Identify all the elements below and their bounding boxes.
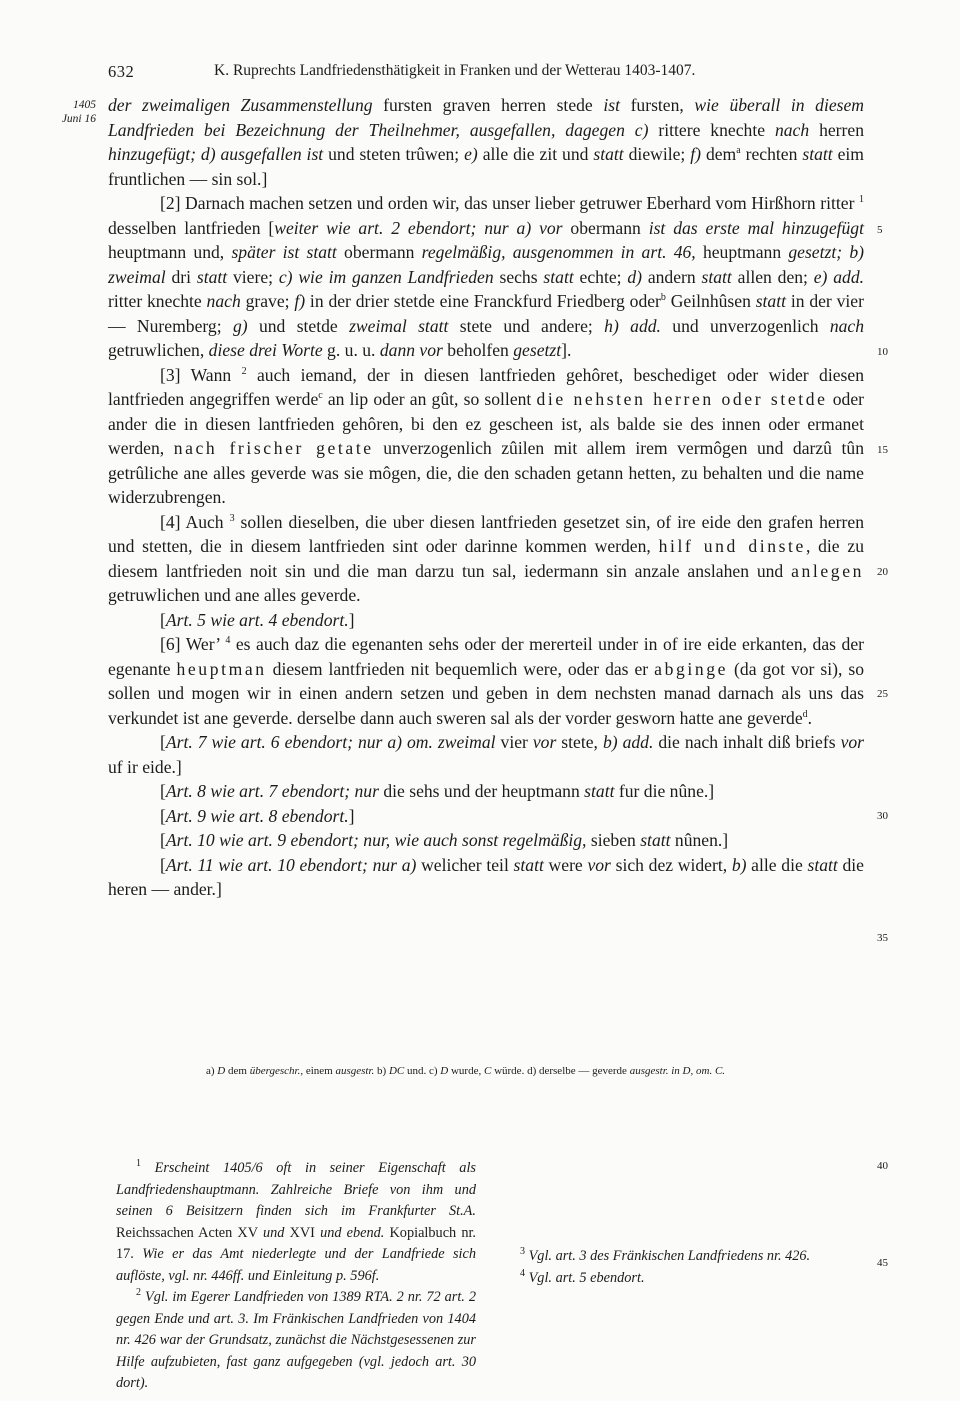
text-run: und xyxy=(262,1224,285,1241)
text-run: [ xyxy=(160,854,166,875)
text-run: alle die xyxy=(746,854,808,875)
text-run: statt xyxy=(640,830,671,850)
text-run: und unverzogenlich xyxy=(660,315,830,336)
text-run: grave; xyxy=(240,291,295,311)
paragraph-4 xyxy=(108,510,864,608)
spaced-text: anlegen xyxy=(791,560,864,581)
paragraph-2 xyxy=(108,191,864,363)
text-run: [ xyxy=(160,781,166,801)
footnote-2 xyxy=(116,1287,476,1395)
text-run: die nach inhalt diß briefs xyxy=(653,732,841,752)
text-run: Kopialbuch nr. 17. xyxy=(116,1224,477,1262)
margin-date xyxy=(54,98,96,126)
text-run: Vgl. art. 3 des Fränkischen Landfriedens nr. 426. xyxy=(525,1248,811,1264)
text-run: , einem xyxy=(300,1065,336,1077)
text-run: XVI xyxy=(284,1224,321,1241)
text-run: Vgl. art. 5 ebendort. xyxy=(525,1269,645,1286)
text-run: f) xyxy=(690,144,701,164)
line-number: 15 xyxy=(877,444,888,456)
paragraph-10 xyxy=(108,828,864,853)
text-run: allen den; xyxy=(731,266,814,287)
line-number: 45 xyxy=(877,1257,888,1269)
text-run: uf ir eide.] xyxy=(108,756,182,777)
text-run: auch iemand, der in diesen lantfrieden gehôret, beschediget oder wider diesen lantfrieden angegriffen werde xyxy=(108,364,864,409)
text-run: sieben xyxy=(586,830,641,850)
text-run: Vgl. im Egerer Landfrieden von 1389 RTA. 2 nr. 72 art. 2 gegen Ende und art. 3. Im Fränkischen Landfrieden von 1404 nr. 426 war der Grundsatz, zunächst die Nächstgesessenen zur Hilfe aufzubieten, fast ganz aufgegeben (vgl. jedoch art. 30 dort). xyxy=(116,1289,476,1391)
text-run: wie überall in diesem Landfrieden bei Bezeichnung der Theilnehmer, ausgefallen, dagegen c) xyxy=(108,95,864,140)
text-run: gesetzt; b) zweimal xyxy=(108,242,864,287)
text-run: vier xyxy=(495,732,533,752)
paragraph-7 xyxy=(108,730,864,779)
text-run: in der drier stetde eine Franckfurd Friedberg oder xyxy=(305,291,661,311)
text-run: [ xyxy=(160,609,166,630)
text-run: [ xyxy=(160,805,166,826)
text-run: dann vor xyxy=(379,340,443,360)
margin-day: Juni 16 xyxy=(61,113,96,125)
text-run: were xyxy=(543,854,588,875)
text-run: sollen dieselben, die uber diesen lantfrieden gesetzet sin, of ire eide den grafen herren und stetten, die in diesem lantfrieden sint oder darinne kommen werden, xyxy=(108,511,864,556)
text-run: fur die nûne.] xyxy=(614,781,715,801)
paragraph-6 xyxy=(108,632,864,730)
text-run: würde. d) derselbe — geverde xyxy=(491,1065,630,1077)
text-run: alle die zit und xyxy=(477,144,594,164)
spaced-text: hilf und dinste xyxy=(658,536,806,556)
text-run: h) add. xyxy=(604,315,661,336)
text-run: DC xyxy=(388,1065,405,1077)
text-run: statt xyxy=(701,266,732,287)
text-run: der zweimaligen Zusammenstellung xyxy=(108,95,373,115)
text-run: ist xyxy=(603,95,620,115)
text-run: diesem lantfrieden nit bequemlich were, oder das er xyxy=(266,658,655,679)
footnote-ref: 1 xyxy=(859,194,864,206)
text-run: heuptmann und, xyxy=(108,242,232,262)
paragraph-0 xyxy=(108,93,864,191)
text-run: ist das erste mal hinzugefügt xyxy=(648,217,864,238)
text-run: heuptmann xyxy=(695,242,789,262)
text-run: nûnen.] xyxy=(670,830,729,850)
text-run: (da got vor si), so sollen und mogen wir in einen andern setzen und geben in dem nechsten manad darnach als uns das verkundet ist ane geverde. derselbe dann auch sweren sal als der vorder gesworn hatte ane geverde xyxy=(108,658,864,728)
text-run: rechten xyxy=(740,144,803,164)
text-run: g. u. u. xyxy=(322,340,380,360)
text-run: [ xyxy=(160,732,166,752)
variant-marker: b xyxy=(660,292,666,304)
text-run: getruwlichen und ane alles geverde. xyxy=(108,585,361,605)
footnote-number: 2 xyxy=(136,1287,141,1299)
text-run: und stetde xyxy=(247,315,350,336)
text-run: diese drei Worte xyxy=(208,340,323,360)
text-run: nach xyxy=(829,315,865,336)
text-run: ausgestr. xyxy=(335,1065,375,1077)
text-run: c) wie im ganzen Landfrieden xyxy=(278,266,494,287)
text-run: fursten, xyxy=(619,95,695,115)
text-run: in der vier — Nuremberg; xyxy=(108,291,864,336)
text-run: eim fruntlichen — sin sol.] xyxy=(108,144,864,189)
text-run: D xyxy=(440,1065,449,1077)
text-run: b) add. xyxy=(602,732,654,752)
text-run: es auch daz die egenanten sehs oder der mererteil under in of ire eide erkanten, das der egenante xyxy=(108,634,864,679)
text-run: übergeschr. xyxy=(249,1065,301,1077)
text-run: obermann xyxy=(336,242,422,262)
variant-marker: c xyxy=(318,390,323,402)
text-run: ] xyxy=(348,805,355,826)
text-run: herren xyxy=(809,119,865,140)
text-run: gesetzt xyxy=(513,340,562,360)
text-run: vor xyxy=(587,854,611,875)
line-number: 35 xyxy=(877,932,888,944)
text-run: an lip oder an gût, so sollent xyxy=(322,389,537,409)
line-number: 40 xyxy=(877,1160,888,1172)
text-run: [ xyxy=(160,830,166,850)
text-run: Art. 7 wie art. 6 ebendort; nur a) om. zweimal xyxy=(165,732,496,752)
text-run: Reichssachen Acten XV xyxy=(116,1224,263,1241)
text-run: Art. 11 wie art. 10 ebendort; nur a) xyxy=(165,854,417,875)
text-run: ausgestr. in D, om. C. xyxy=(629,1065,726,1077)
text-run: statt xyxy=(196,266,228,287)
text-run: und ebend. xyxy=(320,1224,385,1241)
text-run: dri xyxy=(165,266,197,287)
footnote-number: 3 xyxy=(520,1246,525,1258)
text-run: Erscheint 1405/6 oft in seiner Eigenschaft als Landfriedenshauptmann. Zahlreiche Briefe von ihm und seinen 6 Beisitzern finden sich im Frankfurter St.A. xyxy=(116,1160,476,1219)
text-run: . xyxy=(807,707,813,728)
text-run: [6] Wer’ xyxy=(160,634,226,654)
text-run: stete und andere; xyxy=(448,315,605,336)
text-run: fursten graven herren stede xyxy=(372,95,604,115)
text-run: obermann xyxy=(562,217,649,238)
text-run: hinzugefügt; d) ausgefallen ist xyxy=(108,144,324,164)
paragraph-11 xyxy=(108,853,864,902)
text-run: die heren — ander.] xyxy=(108,854,864,899)
text-run: sechs xyxy=(493,266,544,287)
text-run: b) xyxy=(731,854,747,875)
spaced-text: die nehsten herren oder stetde xyxy=(536,389,828,409)
text-run: Wie er das Amt niederlegte und der Landfriede sich auflöste, vgl. nr. 446ff. und Einleitung p. 596f. xyxy=(116,1246,476,1284)
text-run: , die zu diesem lantfrieden noit sin und die man darzu tun sal, iedermann sin anzale anslahen und xyxy=(108,536,864,581)
text-run: Art. 8 wie art. 7 ebendort; nur xyxy=(165,781,379,801)
text-run: und. c) xyxy=(404,1065,441,1077)
paragraph-5 xyxy=(108,608,864,633)
text-run: dem xyxy=(701,144,737,164)
line-number: 25 xyxy=(877,688,888,700)
text-run: Geilnhûsen xyxy=(665,291,756,311)
text-run: f) xyxy=(294,291,306,311)
main-text xyxy=(108,93,864,902)
text-run: welicher teil xyxy=(416,854,514,875)
text-run: viere; xyxy=(227,266,279,287)
text-run: oder ander die in diesen lantfrieden gehôren, bi den ez gescheen ist, als balde sie des innen oder ermanet werden, xyxy=(108,389,864,458)
text-run: regelmäßig, ausgenommen in art. 46, xyxy=(421,242,696,262)
text-run: Art. 5 wie art. 4 ebendort. xyxy=(165,609,349,630)
text-run: b) xyxy=(374,1065,389,1077)
footnotes-right-column xyxy=(500,1158,868,1289)
text-run: und steten trûwen; xyxy=(323,144,465,164)
page-number: 632 xyxy=(108,62,135,81)
text-run: [4] Auch xyxy=(160,511,230,532)
text-run: unverzogenlich zûilen mit allem irem vermôgen und darzû tûn getrûliche ane alles geverde was sie môgen, die, die den schaden getann hetten, zu behalten und die name widerzubrengen. xyxy=(108,438,864,507)
text-run: statt xyxy=(513,854,544,875)
text-run: getruwlichen, xyxy=(108,340,209,360)
paragraph-8 xyxy=(108,779,864,804)
text-run: statt xyxy=(755,291,786,311)
text-run: C xyxy=(483,1065,492,1077)
variant-apparatus xyxy=(206,1063,876,1080)
text-run: ]. xyxy=(561,340,572,360)
text-run: e) add. xyxy=(813,266,865,287)
text-run: rittere knechte xyxy=(648,119,775,140)
text-run: D xyxy=(217,1065,226,1077)
text-run: später ist statt xyxy=(231,242,337,262)
text-run: dem xyxy=(225,1065,250,1077)
text-run: echte; xyxy=(573,266,628,287)
spaced-text: heuptman xyxy=(176,658,267,679)
text-run: sich dez widert, xyxy=(610,854,732,875)
text-run: andern xyxy=(642,266,702,287)
text-run: g) xyxy=(232,315,248,336)
text-run: Art. 10 wie art. 9 ebendort; nur, wie auch sonst regelmäßig, xyxy=(165,830,587,850)
footnote-ref: 3 xyxy=(229,512,235,524)
text-run: nach xyxy=(774,119,810,140)
text-run: [3] Wann xyxy=(160,364,242,385)
text-run: diewile; xyxy=(623,144,691,164)
text-run: a) xyxy=(206,1065,218,1077)
text-run: ] xyxy=(348,609,355,630)
variant-marker: a xyxy=(736,145,741,157)
text-run: wurde, xyxy=(448,1065,484,1077)
spaced-text: abginge xyxy=(654,658,729,679)
footnote-4 xyxy=(500,1268,868,1290)
text-run: statt xyxy=(593,144,624,164)
paragraph-9 xyxy=(108,804,864,829)
footnote-ref: 2 xyxy=(241,365,247,377)
text-run: statt xyxy=(807,854,838,875)
text-run: statt xyxy=(802,144,833,164)
text-run: vor xyxy=(532,732,557,752)
line-number: 20 xyxy=(877,566,888,578)
text-run: [2] Darnach machen setzen und orden wir, das unser lieber getruwer Eberhard vom Hirßhorn ritter xyxy=(160,193,859,213)
line-number: 5 xyxy=(877,224,883,236)
text-run: Art. 9 wie art. 8 ebendort. xyxy=(165,805,349,826)
line-number: 10 xyxy=(877,346,888,358)
footnote-3 xyxy=(500,1246,868,1268)
text-run: desselben lantfrieden [ xyxy=(108,217,275,238)
text-run: stete, xyxy=(556,732,603,752)
running-title: K. Ruprechts Landfriedensthätigkeit in Franken und der Wetterau 1403-1407. xyxy=(214,62,696,79)
variant-marker: d xyxy=(802,708,808,720)
margin-year: 1405 xyxy=(73,99,96,111)
text-run: die sehs und der heuptmann xyxy=(378,781,585,801)
spaced-text: nach frischer getate xyxy=(173,438,374,458)
text-run: zweimal statt xyxy=(349,315,449,336)
footnote-ref: 4 xyxy=(225,635,231,647)
footnote-number: 4 xyxy=(520,1267,525,1279)
text-run: statt xyxy=(543,266,574,287)
text-run: nach xyxy=(206,291,241,311)
text-run: ritter knechte xyxy=(108,291,207,311)
line-number: 30 xyxy=(877,810,888,822)
text-run: statt xyxy=(584,781,615,801)
text-run: e) xyxy=(464,144,478,164)
text-run: weiter wie art. 2 ebendort; nur a) vor xyxy=(274,217,563,238)
text-run: d) xyxy=(627,266,643,287)
footnote-1 xyxy=(116,1158,476,1287)
text-run: beholfen xyxy=(442,340,514,360)
paragraph-3 xyxy=(108,363,864,510)
footnotes-left-column xyxy=(116,1158,476,1395)
text-run: vor xyxy=(840,732,865,752)
footnote-number: 1 xyxy=(136,1158,141,1170)
